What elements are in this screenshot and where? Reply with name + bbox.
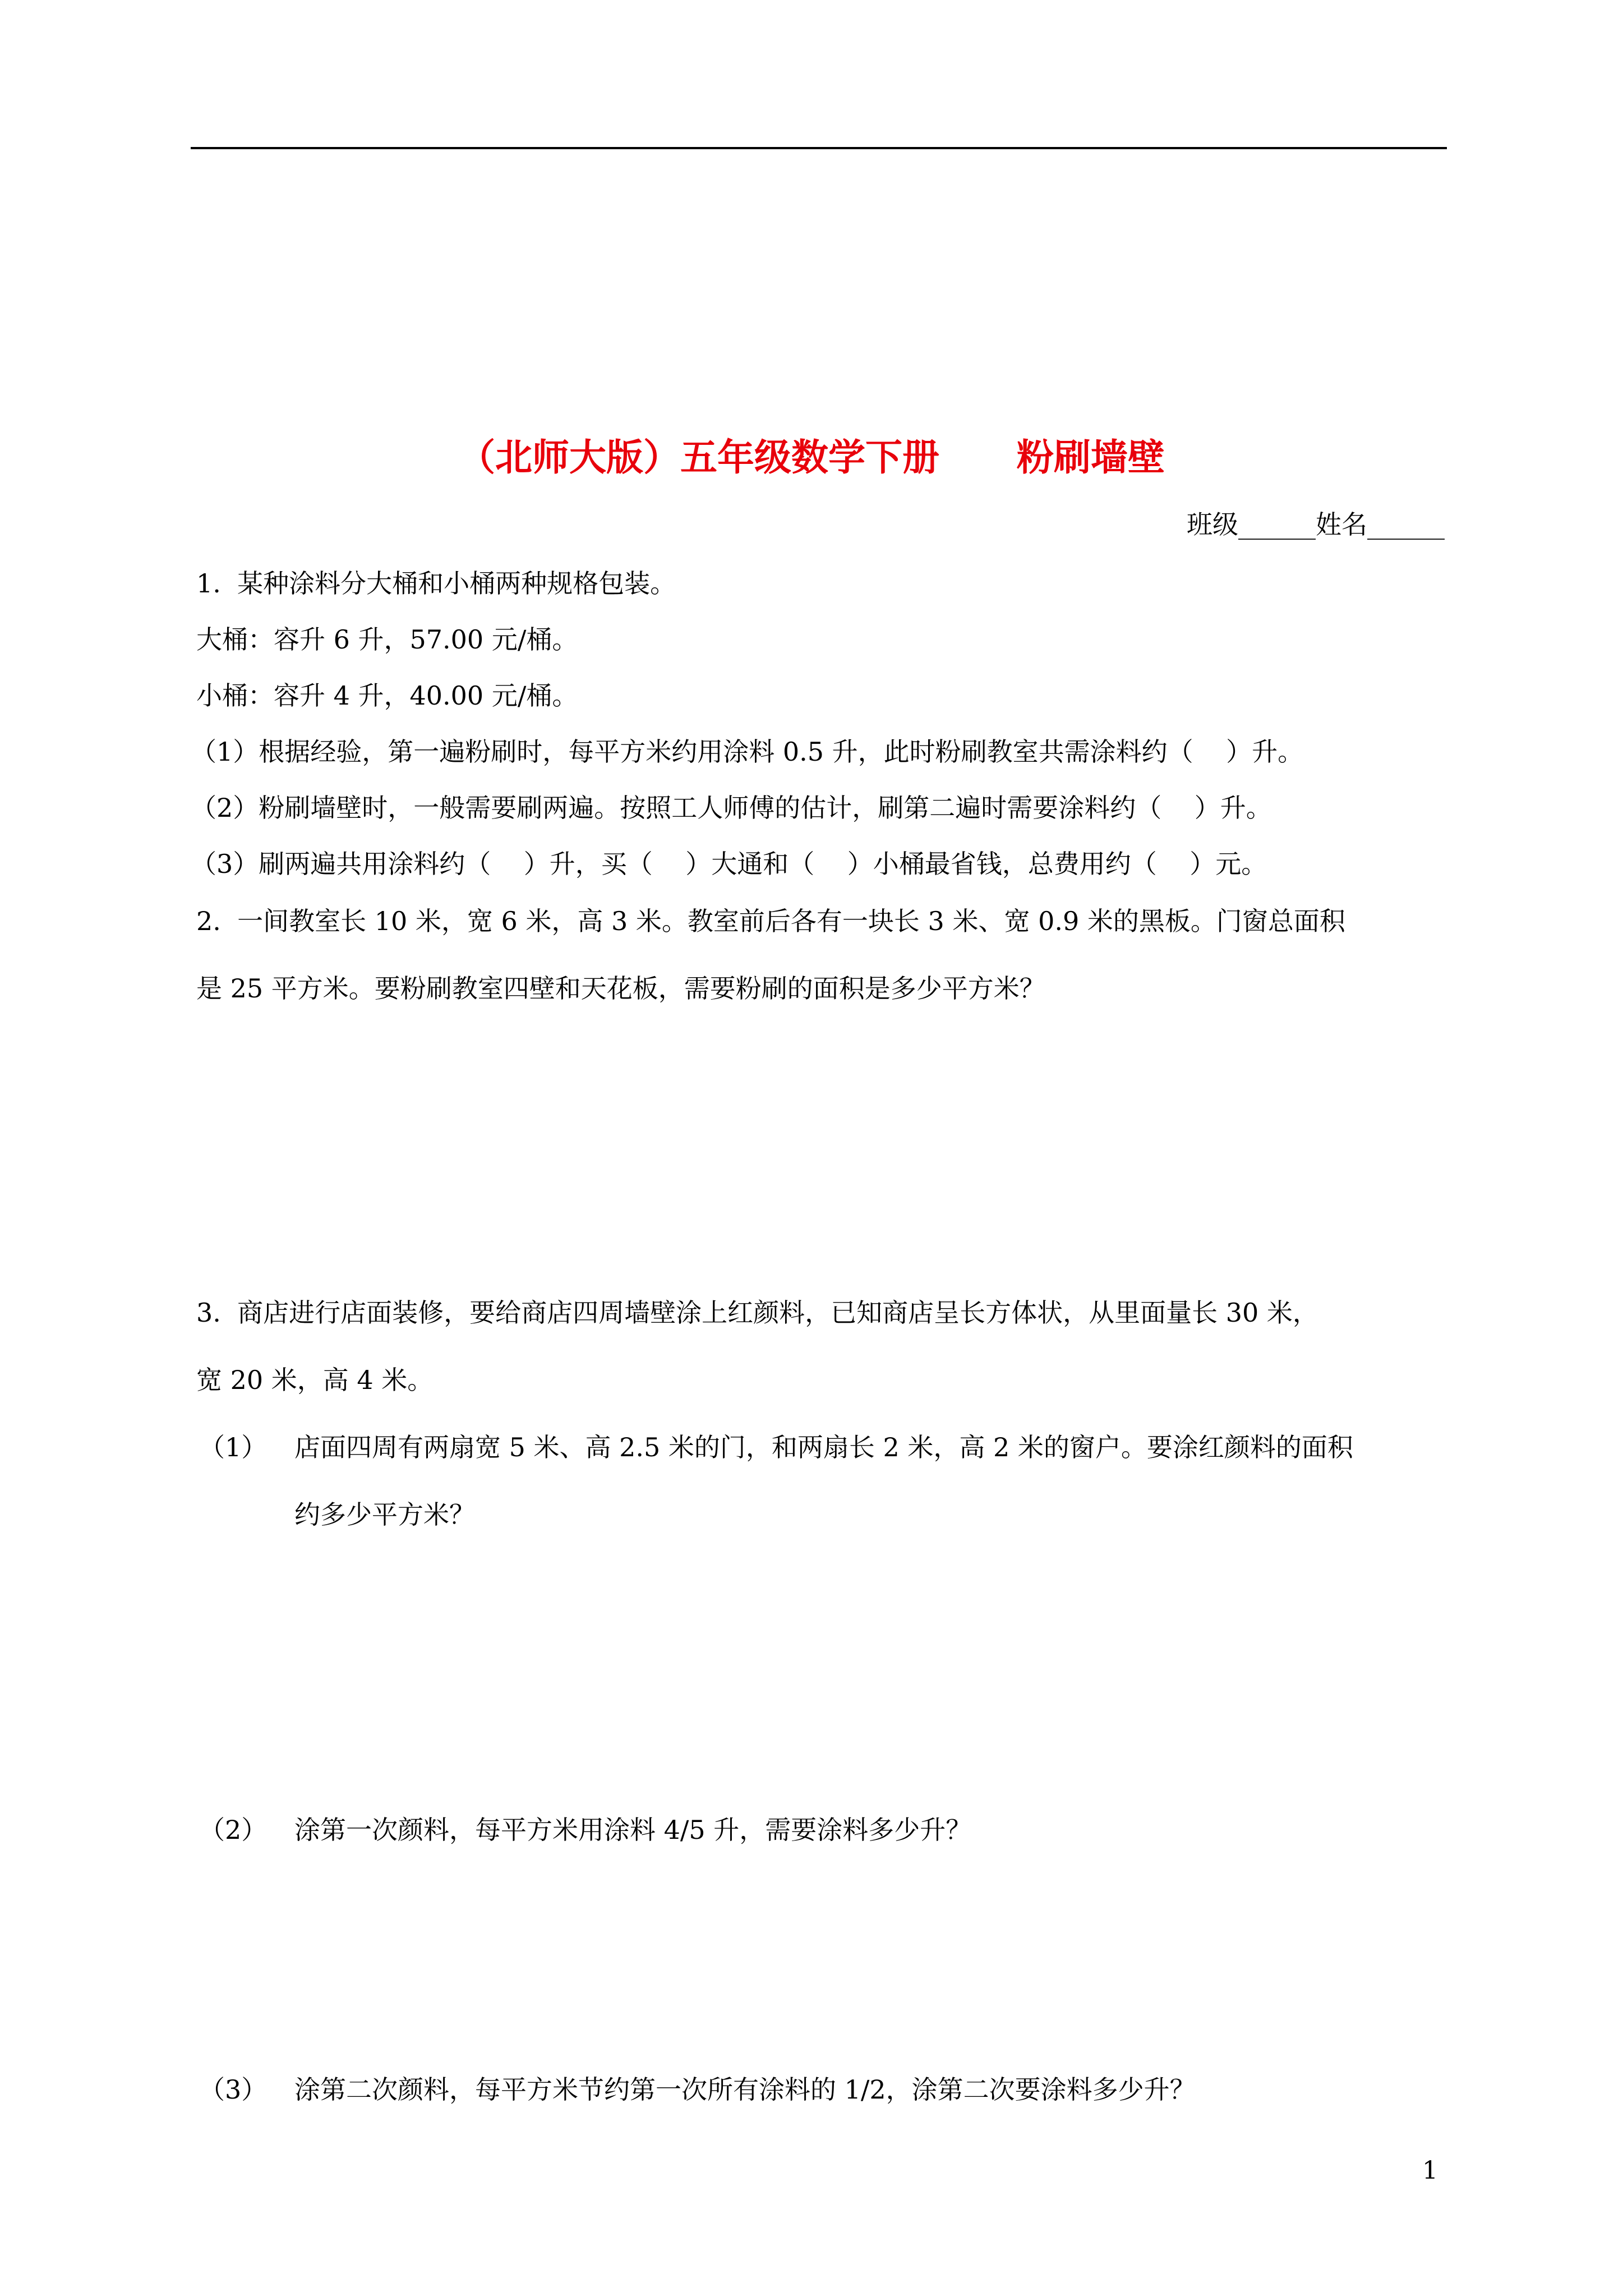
q2-line-1: 2. 一间教室长 10 米，宽 6 米，高 3 米。教室前后各有一块长 3 米、宽 0.9 米的黑板。门窗总面积: [196, 906, 1345, 936]
q1-part-2: （2）粉刷墙壁时，一般需要刷两遍。按照工人师傅的估计，刷第二遍时需要涂料约（ ）升。: [191, 793, 1272, 823]
q1-big-bucket: 大桶：容升 6 升，57.00 元/桶。: [196, 624, 578, 655]
q3-sub2-text: 涂第一次颜料，每平方米用涂料 4/5 升，需要涂料多少升？: [294, 1815, 972, 1845]
q1-intro: 1. 某种涂料分大桶和小桶两种规格包装。: [196, 568, 676, 599]
q1-part-1: （1）根据经验，第一遍粉刷时，每平方米约用涂料 0.5 升，此时粉刷教室共需涂料约（ ）升。: [191, 737, 1304, 767]
page-title: （北师大版）五年级数学下册 粉刷墙壁: [458, 435, 1165, 479]
q3-sub3-text: 涂第二次颜料，每平方米节约第一次所有涂料的 1/2，涂第二次要涂料多少升？: [294, 2074, 1196, 2105]
page-number: 1: [1422, 2156, 1438, 2185]
q3-sub3-label: （3）: [199, 2074, 268, 2105]
student-info: 班级______姓名______: [1187, 509, 1445, 540]
q3-line-2: 宽 20 米，高 4 米。: [196, 1365, 434, 1395]
q3-sub1-label: （1）: [199, 1432, 268, 1462]
q3-sub1-line-1: 店面四周有两扇宽 5 米、高 2.5 米的门，和两扇长 2 米，高 2 米的窗户。要涂红颜料的面积: [294, 1432, 1353, 1462]
q3-sub1-line-2: 约多少平方米？: [294, 1499, 475, 1530]
q2-line-2: 是 25 平方米。要粉刷教室四壁和天花板，需要粉刷的面积是多少平方米？: [196, 973, 1045, 1004]
q3-sub2-label: （2）: [199, 1815, 268, 1845]
q3-line-1: 3. 商店进行店面装修，要给商店四周墙壁涂上红颜料，已知商店呈长方体状，从里面量长 30 米，: [196, 1297, 1318, 1328]
header-rule: [191, 147, 1447, 149]
q1-part-3: （3）刷两遍共用涂料约（ ）升，买（ ）大通和（ ）小桶最省钱，总费用约（ ）元。: [191, 849, 1267, 879]
q1-small-bucket: 小桶：容升 4 升，40.00 元/桶。: [196, 680, 578, 711]
